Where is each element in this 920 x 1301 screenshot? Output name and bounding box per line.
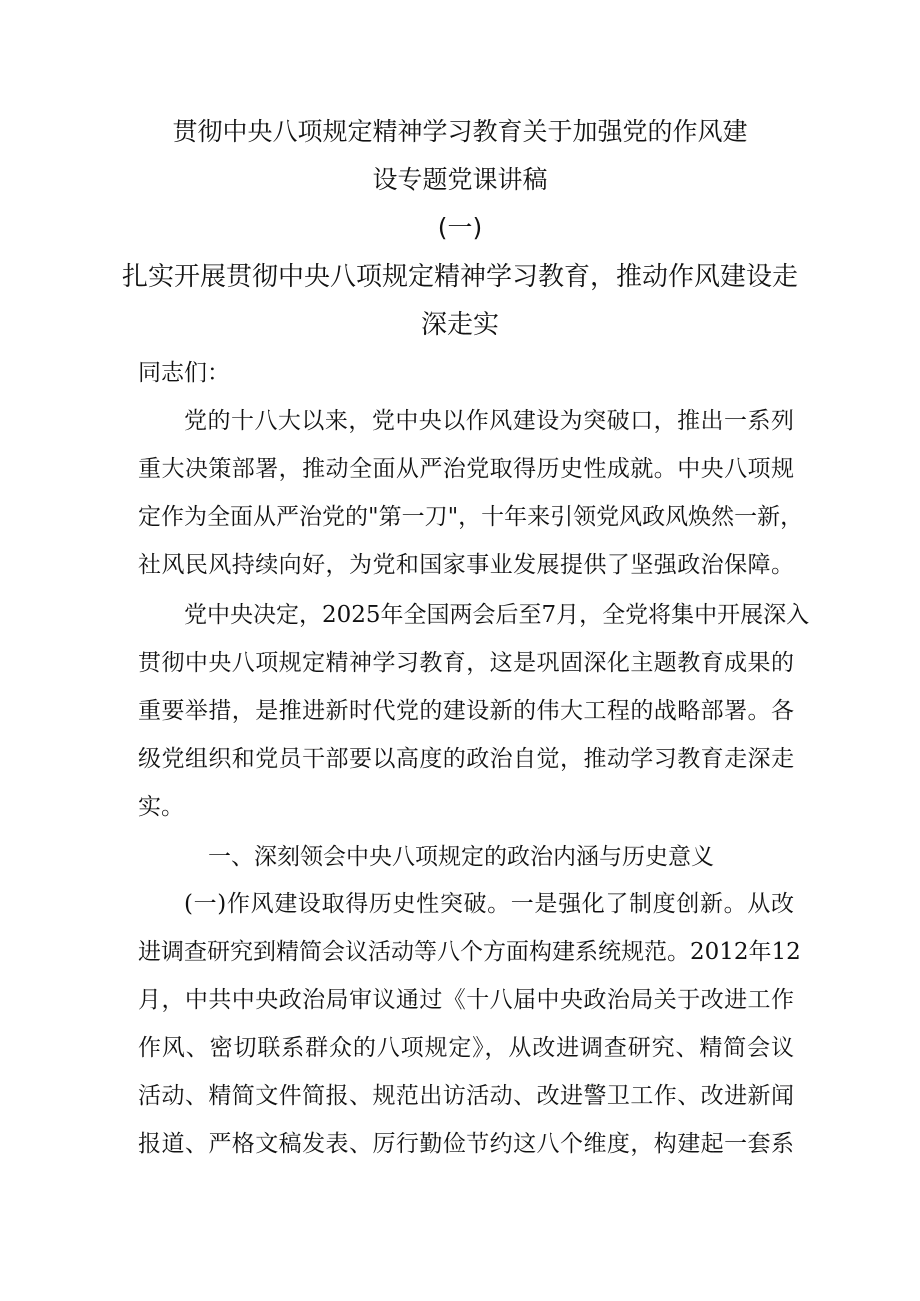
paragraph-3-line: (一)作风建设取得历史性突破。一是强化了制度创新。从改	[184, 891, 794, 917]
paragraph-3-line: 作风、密切联系群众的八项规定》，从改进调查研究、精简会议	[138, 1035, 794, 1061]
paragraph-1-line: 党的十八大以来，党中央以作风建设为突破口，推出一系列	[184, 408, 794, 434]
paragraph-1-line: 定作为全面从严治党的"第一刀"，十年来引领党风政风焕然一新，	[138, 504, 804, 530]
document-title-line-1: 贯彻中央八项规定精神学习教育关于加强党的作风建	[172, 117, 748, 146]
paragraph-2-line: 贯彻中央八项规定精神学习教育，这是巩固深化主题教育成果的	[138, 650, 794, 676]
subtitle-line-1: 扎实开展贯彻中央八项规定精神学习教育，推动作风建设走	[121, 262, 798, 292]
paragraph-1-line: 重大决策部署，推动全面从严治党取得历史性成就。中央八项规	[138, 456, 794, 482]
part-marker: (一)	[437, 213, 483, 242]
document-title-line-2: 设专题党课讲稿	[372, 165, 548, 194]
paragraph-3-line: 进调查研究到精简会议活动等八个方面构建系统规范。2012年12	[138, 939, 801, 965]
paragraph-3-line: 活动、精简文件简报、规范出访活动、改进警卫工作、改进新闻	[138, 1083, 794, 1109]
paragraph-3-line: 月，中共中央政治局审议通过《十八届中央政治局关于改进工作	[138, 987, 794, 1013]
paragraph-1-line: 社风民风持续向好，为党和国家事业发展提供了坚强政治保障。	[138, 552, 794, 578]
section-1-heading: 一、深刻领会中央八项规定的政治内涵与历史意义	[208, 844, 714, 870]
paragraph-3-line: 报道、严格文稿发表、厉行勤俭节约这八个维度，构建起一套系	[138, 1131, 794, 1157]
paragraph-2-line: 党中央决定，2025年全国两会后至7月，全党将集中开展深入	[184, 602, 810, 628]
paragraph-2-line: 级党组织和党员干部要以高度的政治自觉，推动学习教育走深走	[138, 746, 794, 772]
paragraph-2-line: 实。	[138, 794, 184, 820]
salutation: 同志们：	[138, 360, 230, 386]
subtitle-line-2: 深走实	[420, 310, 499, 340]
paragraph-2-line: 重要举措，是推进新时代党的建设新的伟大工程的战略部署。各	[138, 698, 794, 724]
